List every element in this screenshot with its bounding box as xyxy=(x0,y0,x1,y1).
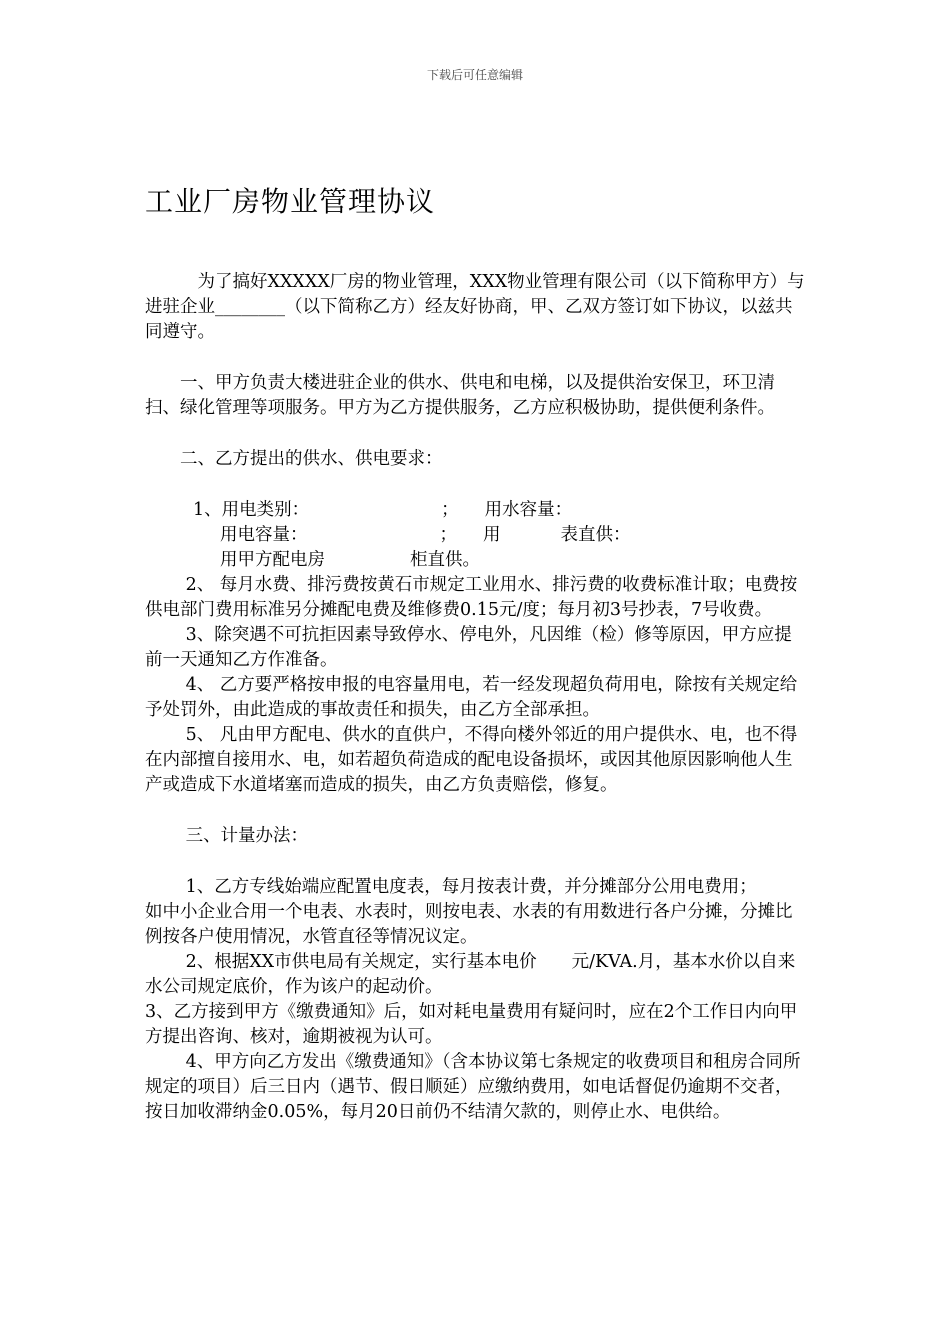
header-note: 下载后可任意编辑 xyxy=(426,68,523,82)
power-capacity-label: 用电容量： xyxy=(220,525,308,545)
section-2-item-4: 4、 乙方要严格按申报的电容量用电，若一经发现超负荷用电，除按有关规定给予处罚外，由此造成的事故责任和损失，由乙方全部承担。 xyxy=(145,675,798,720)
fill-row-3 xyxy=(145,548,805,573)
power-category-label: 用电类别： xyxy=(221,500,310,520)
document-body xyxy=(145,270,805,1125)
intro-paragraph: 为了搞好XXXXX厂房的物业管理，XXX物业管理有限公司（以下简称甲方）与进驻企业________（以下简称乙方）经友好协商，甲、乙双方签订如下协议，以兹共同遵守。 xyxy=(145,272,805,342)
fill-row-1 xyxy=(145,498,805,523)
section-3-heading: 三、计量办法： xyxy=(145,826,309,846)
substation-label: 用甲方配电房 xyxy=(220,550,325,570)
meter-label-start: 用 xyxy=(483,525,501,545)
section-2-item-5: 5、 凡由甲方配电、供水的直供户，不得向楼外邻近的用户提供水、电，也不得在内部擅自接用水、电，如若超负荷造成的配电设备损坏，或因其他原因影响他人生产或造成下水道堵塞而造成的损失，由乙方负责赔偿，修复。 xyxy=(145,725,798,795)
section-2-item-3: 3、除突遇不可抗拒因素导致停水、停电外，凡因维（检）修等原因，甲方应提前一天通知乙方作准备。 xyxy=(145,625,792,670)
section-3-item-1: 1、乙方专线始端应配置电度表，每月按表计费，并分摊部分公用电费用； 如中小企业合用一个电表、水表时，则按电表、水表的有用数进行各户分摊，分摊比例按各户使用情况，水管直径等情况议定。 xyxy=(145,877,793,947)
section-2-heading: 二、乙方提出的供水、供电要求： xyxy=(145,449,443,469)
water-capacity-label: 用水容量： xyxy=(484,500,573,520)
separator: ； xyxy=(439,525,457,545)
document-title: 工业厂房物业管理协议 xyxy=(145,185,436,218)
section-3-item-2: 2、根据XX市供电局有关规定，实行基本电价 元/KVA.月，基本水价以自来水公司规定底价，作为该户的起动价。 xyxy=(145,952,796,997)
item-number: 1、 xyxy=(193,500,222,520)
section-2-item-2: 2、 每月水费、排污费按黄石市规定工业用水、排污费的收费标准计取；电费按供电部门费用标准另分摊配电费及维修费0.15元/度；每月初3号抄表，7号收费。 xyxy=(145,575,798,620)
section-1-paragraph: 一、甲方负责大楼进驻企业的供水、供电和电梯，以及提供治安保卫，环卫清扫、绿化管理等项服务。甲方为乙方提供服务，乙方应积极协助，提供便利条件。 xyxy=(145,373,775,418)
meter-label-end: 表直供： xyxy=(560,525,631,545)
section-2-item-1 xyxy=(145,498,805,573)
cabinet-label: 柜直供。 xyxy=(410,550,480,570)
fill-row-2 xyxy=(145,523,805,548)
separator: ； xyxy=(441,500,459,520)
section-3-item-4: 4、甲方向乙方发出《缴费通知》（含本协议第七条规定的收费项目和租房合同所规定的项目）后三日内（遇节、假日顺延）应缴纳费用，如电话督促仍逾期不交者，按日加收滞纳金0.05%，每月20日前仍不结清欠款的，则停止水、电供给。 xyxy=(145,1052,801,1122)
section-3-item-3: 3、乙方接到甲方《缴费通知》后，如对耗电量费用有疑问时，应在2个工作日内向甲方提出咨询、核对，逾期被视为认可。 xyxy=(145,1002,798,1047)
